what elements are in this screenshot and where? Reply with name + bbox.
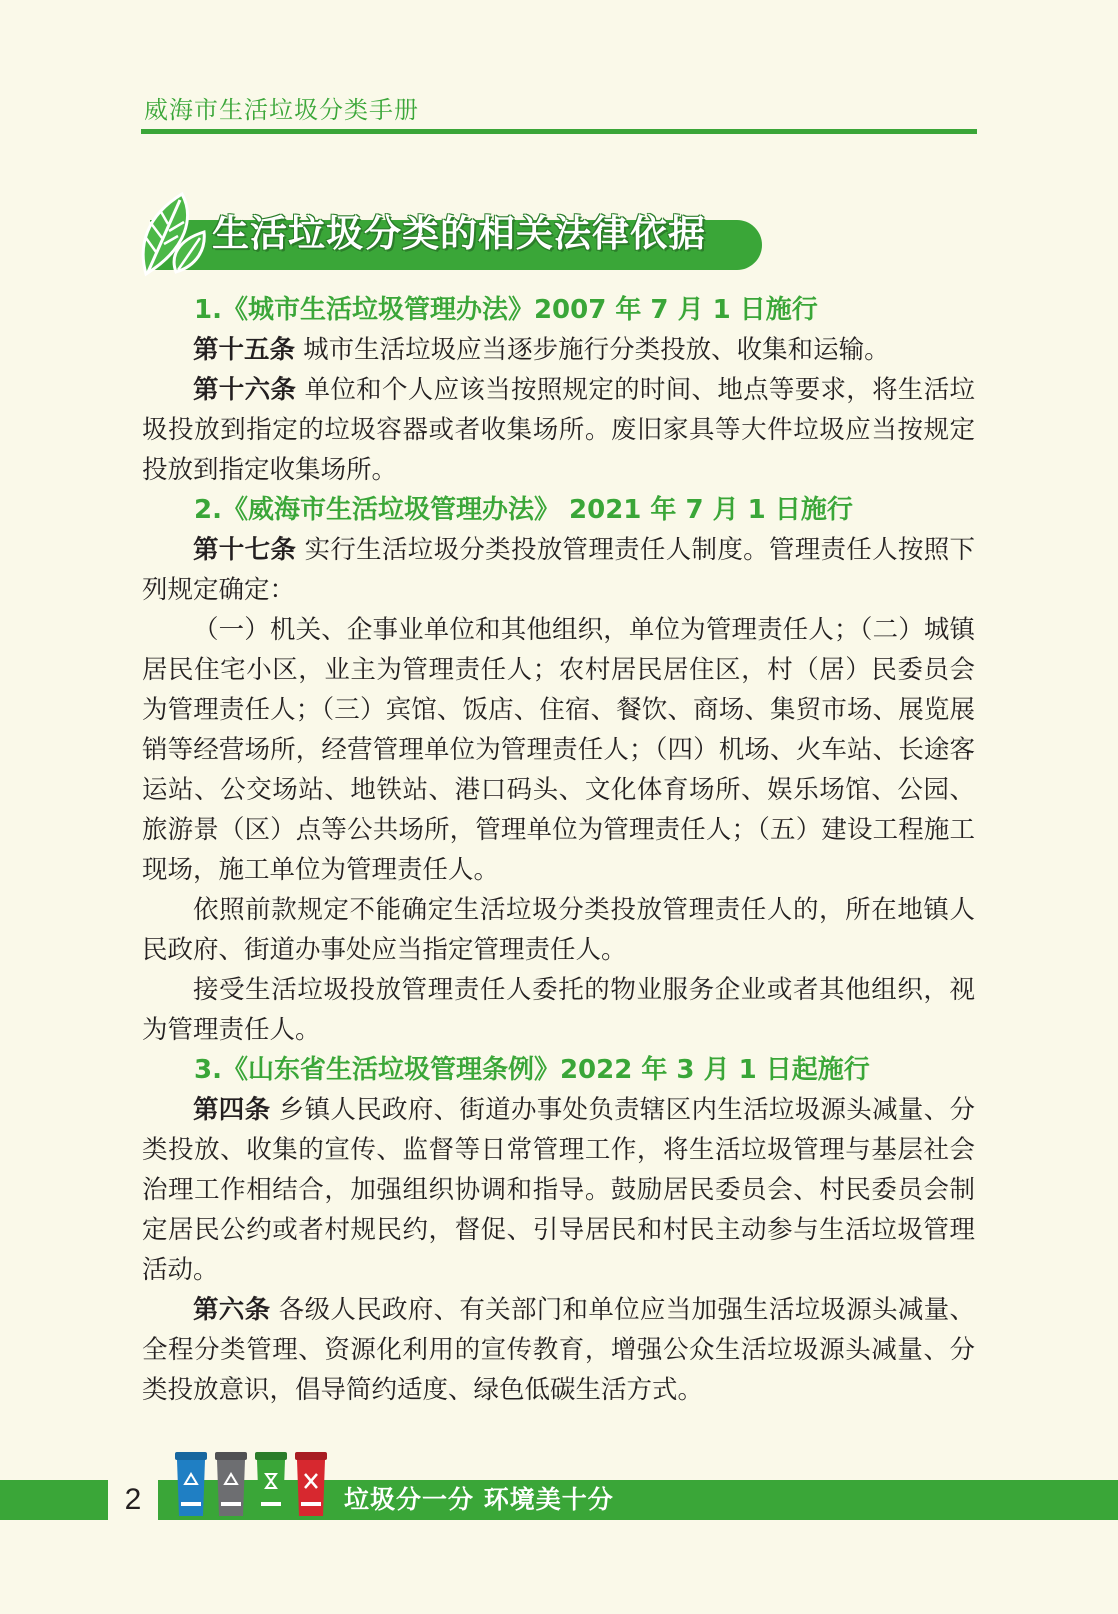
law-title-2: 2.《威海市生活垃圾管理办法》 2021 年 7 月 1 日施行 bbox=[194, 495, 853, 525]
law-title-3: 3.《山东省生活垃圾管理条例》2022 年 3 月 1 日起施行 bbox=[194, 1055, 870, 1085]
section-title: 生活垃圾分类的相关法律依据 bbox=[212, 212, 706, 255]
article-label: 第六条 bbox=[193, 1295, 271, 1325]
page-number: 2 bbox=[124, 1483, 142, 1516]
header-title: 威海市生活垃圾分类手册 bbox=[144, 96, 419, 124]
article-label: 第十六条 bbox=[193, 375, 297, 405]
law2-paragraph-3: 依照前款规定不能确定生活垃圾分类投放管理责任人的，所在地镇人民政府、街道办事处应当指定管理责任人。 bbox=[142, 895, 975, 965]
footer-slogan: 垃圾分一分 环境美十分 bbox=[344, 1485, 614, 1514]
article-body bbox=[142, 290, 975, 1410]
law1-paragraph-1 bbox=[142, 330, 975, 370]
kitchen-waste-bin-icon bbox=[255, 1452, 287, 1516]
law1-paragraph-2 bbox=[142, 370, 975, 490]
header-rule bbox=[141, 129, 977, 134]
article-label: 第十五条 bbox=[193, 335, 296, 365]
article-text: 乡镇人民政府、街道办事处负责辖区内生活垃圾源头减量、分类投放、收集的宣传、监督等日常管理工作，将生活垃圾管理与基层社会治理工作相结合，加强组织协调和指导。鼓励居民委员会、村民委员会制定居民公约或者村规民约，督促、引导居民和村民主动参与生活垃圾管理活动。 bbox=[142, 1095, 975, 1285]
law2-paragraph-2: （一）机关、企事业单位和其他组织，单位为管理责任人；（二）城镇居民住宅小区，业主为管理责任人；农村居民居住区，村（居）民委员会为管理责任人；（三）宾馆、饭店、住宿、餐饮、商场、集贸市场、展览展销等经营场所，经营管理单位为管理责任人；（四）机场、火车站、长途客运站、公交场站、地铁站、港口码头、文化体育场所、娱乐场馆、公园、旅游景（区）点等公共场所，管理单位为管理责任人；（五）建设工程施工现场，施工单位为管理责任人。 bbox=[142, 615, 975, 885]
law3-paragraph-1 bbox=[142, 1090, 975, 1290]
article-label: 第四条 bbox=[193, 1095, 271, 1125]
recyclable-bin-icon bbox=[175, 1452, 207, 1516]
article-text: 单位和个人应该当按照规定的时间、地点等要求，将生活垃圾投放到指定的垃圾容器或者收集场所。废旧家具等大件垃圾应当按规定投放到指定收集场所。 bbox=[142, 375, 975, 485]
other-waste-bin-icon bbox=[215, 1452, 247, 1516]
trash-bins-illustration bbox=[173, 1448, 333, 1520]
law2-paragraph-4: 接受生活垃圾投放管理责任人委托的物业服务企业或者其他组织，视为管理责任人。 bbox=[142, 975, 975, 1045]
article-label: 第十七条 bbox=[193, 535, 297, 565]
article-text: 各级人民政府、有关部门和单位应当加强生活垃圾源头减量、全程分类管理、资源化利用的宣传教育，增强公众生活垃圾源头减量、分类投放意识，倡导简约适度、绿色低碳生活方式。 bbox=[142, 1295, 975, 1405]
law2-paragraph-1 bbox=[142, 530, 975, 610]
article-text: 城市生活垃圾应当逐步施行分类投放、收集和运输。 bbox=[295, 335, 890, 365]
hazardous-waste-bin-icon bbox=[295, 1452, 327, 1516]
leaf-icon bbox=[136, 186, 208, 278]
article-text: 实行生活垃圾分类投放管理责任人制度。管理责任人按照下列规定确定： bbox=[142, 535, 975, 605]
law3-paragraph-2 bbox=[142, 1290, 975, 1410]
law-title-1: 1.《城市生活垃圾管理办法》2007 年 7 月 1 日施行 bbox=[194, 295, 818, 325]
